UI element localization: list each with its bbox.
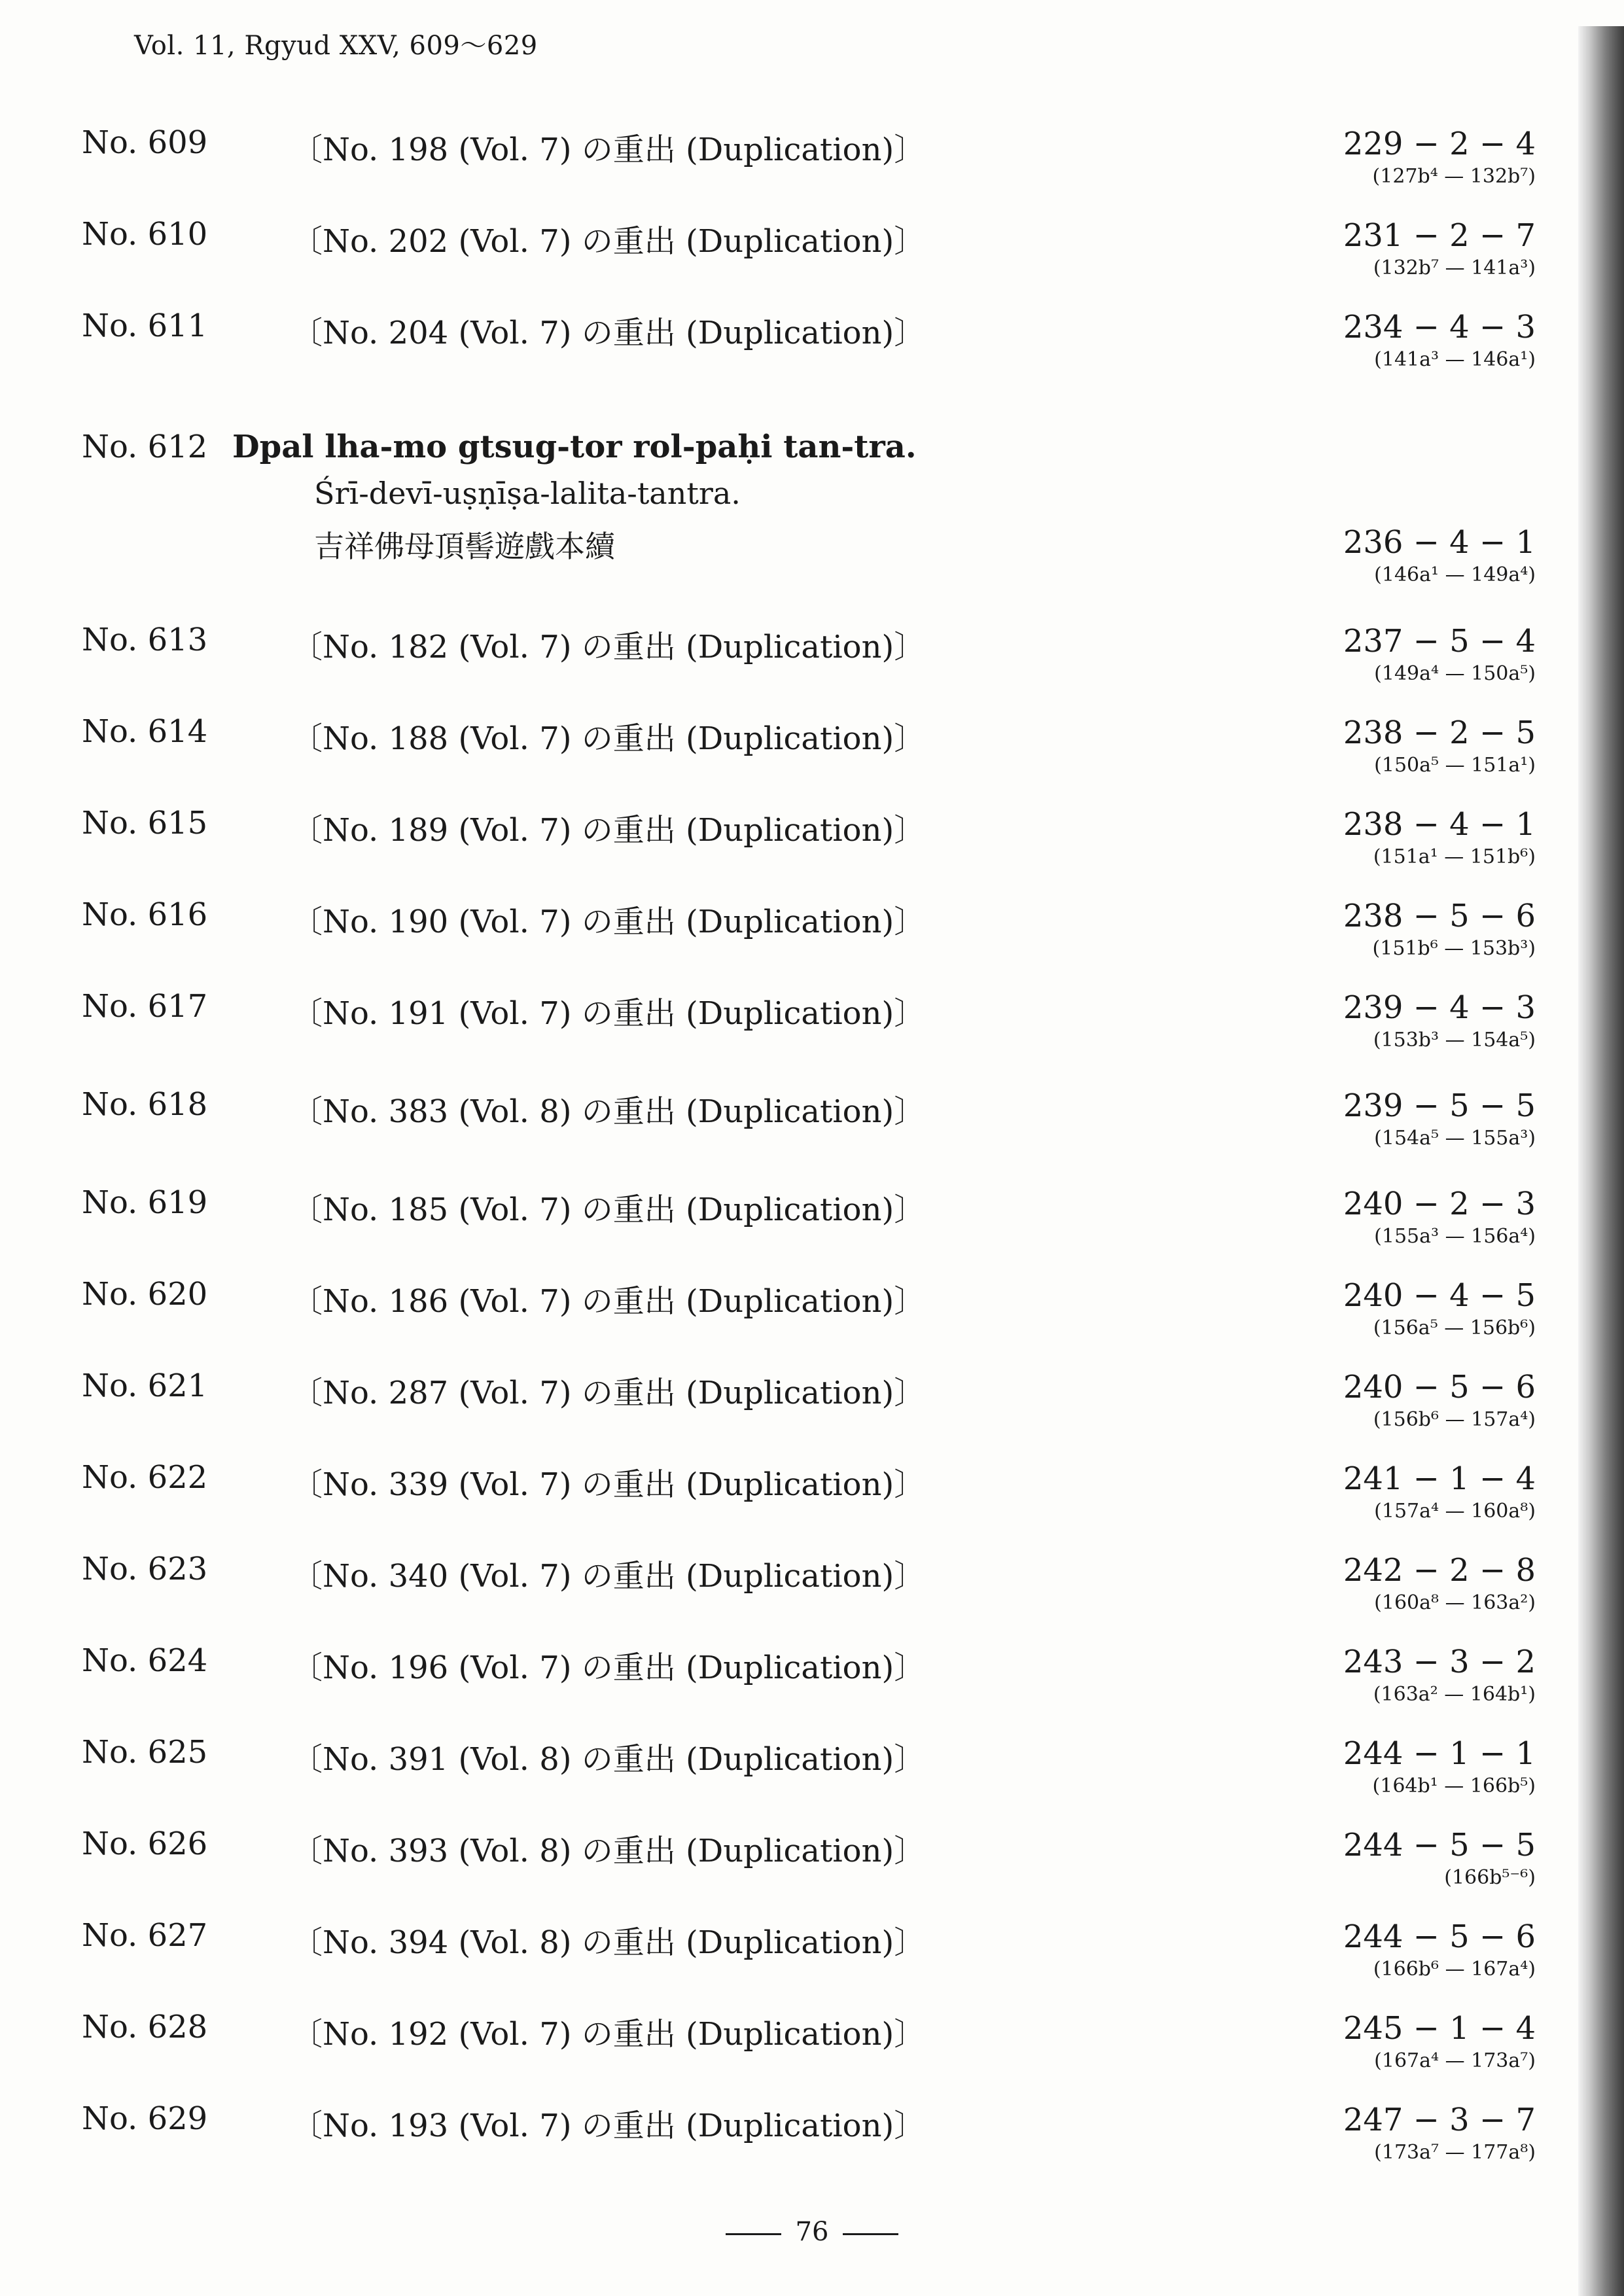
folio-range: (155a³ — 156a⁴) <box>1374 1225 1536 1248</box>
folio-range: (157a⁴ — 160a⁸) <box>1374 1500 1536 1523</box>
duplication-note: 〔No. 188 (Vol. 7) の重出 (Duplication)〕 <box>291 720 926 757</box>
catalog-entry-613 <box>0 622 1624 700</box>
catalog-entry-626 <box>0 1826 1624 1904</box>
volume-reference <box>1343 896 1536 962</box>
duplication-note: 〔No. 185 (Vol. 7) の重出 (Duplication)〕 <box>291 1192 926 1228</box>
folio-range: (173a⁷ — 177a⁸) <box>1374 2141 1536 2164</box>
entry-number: No. 613 <box>82 622 208 658</box>
duplication-note: 〔No. 190 (Vol. 7) の重出 (Duplication)〕 <box>291 904 926 940</box>
duplication-note: 〔No. 196 (Vol. 7) の重出 (Duplication)〕 <box>291 1650 926 1686</box>
chinese-title: 吉祥佛母頂髻遊戲本續 <box>314 529 615 564</box>
page-line-reference: 239 − 5 − 5 <box>1343 1087 1536 1124</box>
entry-number: No. 610 <box>82 216 208 253</box>
folio-range: (141a³ — 146a¹) <box>1374 348 1536 371</box>
volume-reference <box>1343 124 1536 190</box>
folio-range: (150a⁵ — 151a¹) <box>1374 754 1536 777</box>
folio-range: (154a⁵ — 155a³) <box>1374 1127 1536 1150</box>
page-line-reference: 238 − 5 − 6 <box>1343 898 1536 934</box>
catalog-entry-612 <box>0 429 1624 599</box>
volume-reference <box>1343 1734 1536 1799</box>
duplication-note: 〔No. 339 (Vol. 7) の重出 (Duplication)〕 <box>291 1466 926 1503</box>
volume-reference <box>1343 713 1536 779</box>
folio-range: (163a² — 164b¹) <box>1373 1683 1536 1706</box>
volume-reference <box>1343 988 1536 1053</box>
volume-reference <box>1343 1086 1536 1152</box>
catalog-entry-625 <box>0 1734 1624 1812</box>
entry-number: No. 614 <box>82 713 208 750</box>
catalog-entry-618 <box>0 1086 1624 1165</box>
catalog-entry-615 <box>0 805 1624 883</box>
page-line-reference: 243 − 3 − 2 <box>1343 1644 1536 1680</box>
folio-range: (167a⁴ — 173a⁷) <box>1374 2049 1536 2072</box>
catalog-entry-611 <box>0 308 1624 386</box>
page-footer <box>0 2217 1624 2247</box>
volume-reference <box>1343 1459 1536 1525</box>
duplication-note: 〔No. 391 (Vol. 8) の重出 (Duplication)〕 <box>291 1741 926 1778</box>
catalog-entry-610 <box>0 216 1624 294</box>
duplication-note: 〔No. 192 (Vol. 7) の重出 (Duplication)〕 <box>291 2016 926 2053</box>
duplication-note: 〔No. 340 (Vol. 7) の重出 (Duplication)〕 <box>291 1558 926 1595</box>
catalog-entry-616 <box>0 896 1624 975</box>
volume-reference <box>1343 2100 1536 2166</box>
volume-reference <box>1343 308 1536 373</box>
folio-range: (151b⁶ — 153b³) <box>1372 937 1536 960</box>
entry-number: No. 624 <box>82 1642 208 1679</box>
volume-reference <box>1343 1276 1536 1341</box>
duplication-note: 〔No. 198 (Vol. 7) の重出 (Duplication)〕 <box>291 132 926 168</box>
volume-reference <box>1343 1642 1536 1708</box>
catalog-entry-624 <box>0 1642 1624 1721</box>
entry-number: No. 617 <box>82 988 208 1025</box>
duplication-note: 〔No. 202 (Vol. 7) の重出 (Duplication)〕 <box>291 223 926 260</box>
duplication-note: 〔No. 287 (Vol. 7) の重出 (Duplication)〕 <box>291 1375 926 1411</box>
right-rule <box>843 2233 898 2235</box>
entry-number: No. 609 <box>82 124 208 161</box>
entry-number: No. 628 <box>82 2009 208 2045</box>
page-line-reference: 240 − 4 − 5 <box>1343 1277 1536 1314</box>
page-line-reference: 241 − 1 − 4 <box>1343 1460 1536 1497</box>
page-line-reference: 244 − 5 − 5 <box>1343 1827 1536 1863</box>
page-number: 76 <box>795 2217 829 2247</box>
page-line-reference: 236 − 4 − 1 <box>1343 524 1536 561</box>
catalog-entry-627 <box>0 1917 1624 1996</box>
page-line-reference: 234 − 4 − 3 <box>1343 309 1536 345</box>
entry-number: No. 616 <box>82 896 208 933</box>
duplication-note: 〔No. 393 (Vol. 8) の重出 (Duplication)〕 <box>291 1833 926 1869</box>
catalog-entry-621 <box>0 1368 1624 1446</box>
folio-range: (156b⁶ — 157a⁴) <box>1373 1408 1536 1431</box>
catalog-entry-620 <box>0 1276 1624 1354</box>
folio-range: (127b⁴ — 132b⁷) <box>1372 165 1536 188</box>
page-line-reference: 245 − 1 − 4 <box>1343 2010 1536 2047</box>
entry-number: No. 622 <box>82 1459 208 1496</box>
page-line-reference: 237 − 5 − 4 <box>1343 623 1536 660</box>
page-line-reference: 242 − 2 − 8 <box>1343 1552 1536 1589</box>
volume-reference <box>1343 2009 1536 2074</box>
page-line-reference: 247 − 3 − 7 <box>1343 2102 1536 2138</box>
catalog-entry-617 <box>0 988 1624 1067</box>
duplication-note: 〔No. 186 (Vol. 7) の重出 (Duplication)〕 <box>291 1283 926 1320</box>
sanskrit-title: Śrī-devī-uṣṇīṣa-lalita-tantra. <box>314 476 741 511</box>
catalog-entry-609 <box>0 124 1624 203</box>
volume-reference <box>1343 1551 1536 1616</box>
entry-number: No. 625 <box>82 1734 208 1771</box>
duplication-note: 〔No. 193 (Vol. 7) の重出 (Duplication)〕 <box>291 2108 926 2144</box>
catalog-entry-623 <box>0 1551 1624 1629</box>
catalog-entry-628 <box>0 2009 1624 2087</box>
page-line-reference: 240 − 5 − 6 <box>1343 1369 1536 1405</box>
volume-reference <box>1343 805 1536 870</box>
catalog-entry-629 <box>0 2100 1624 2179</box>
entry-number: No. 623 <box>82 1551 208 1587</box>
volume-reference <box>1343 622 1536 687</box>
left-rule <box>726 2233 781 2235</box>
folio-range: (151a¹ — 151b⁶) <box>1373 845 1536 868</box>
folio-range: (146a¹ — 149a⁴) <box>1374 563 1536 586</box>
volume-reference <box>1343 1184 1536 1250</box>
entry-number: No. 612 <box>82 429 208 465</box>
page-line-reference: 238 − 2 − 5 <box>1343 715 1536 751</box>
running-header: Vol. 11, Rgyud XXV, 609〜629 <box>134 31 538 61</box>
folio-range: (164b¹ — 166b⁵) <box>1372 1775 1536 1797</box>
folio-range: (156a⁵ — 156b⁶) <box>1373 1316 1536 1339</box>
entry-number: No. 620 <box>82 1276 208 1313</box>
folio-range: (149a⁴ — 150a⁵) <box>1374 662 1536 685</box>
entry-number: No. 629 <box>82 2100 208 2137</box>
scan-edge-shadow <box>1578 26 1624 2296</box>
page-line-reference: 240 − 2 − 3 <box>1343 1186 1536 1222</box>
duplication-note: 〔No. 204 (Vol. 7) の重出 (Duplication)〕 <box>291 315 926 351</box>
entry-number: No. 626 <box>82 1826 208 1862</box>
volume-reference <box>1343 1368 1536 1433</box>
page-line-reference: 238 − 4 − 1 <box>1343 806 1536 843</box>
duplication-note: 〔No. 191 (Vol. 7) の重出 (Duplication)〕 <box>291 995 926 1032</box>
duplication-note: 〔No. 394 (Vol. 8) の重出 (Duplication)〕 <box>291 1924 926 1961</box>
duplication-note: 〔No. 182 (Vol. 7) の重出 (Duplication)〕 <box>291 629 926 665</box>
catalog-entry-622 <box>0 1459 1624 1538</box>
entry-number: No. 611 <box>82 308 208 344</box>
page-line-reference: 239 − 4 − 3 <box>1343 989 1536 1026</box>
volume-reference <box>1343 1917 1536 1983</box>
volume-reference <box>1343 1826 1536 1891</box>
entry-number: No. 619 <box>82 1184 208 1221</box>
entry-number: No. 615 <box>82 805 208 841</box>
page-line-reference: 244 − 1 − 1 <box>1343 1735 1536 1772</box>
page-line-reference: 231 − 2 − 7 <box>1343 217 1536 254</box>
folio-range: (166b⁶ — 167a⁴) <box>1373 1958 1536 1981</box>
entry-number: No. 627 <box>82 1917 208 1954</box>
catalog-entry-619 <box>0 1184 1624 1263</box>
folio-range: (160a⁸ — 163a²) <box>1374 1591 1536 1614</box>
folio-range: (166b⁵⁻⁶) <box>1444 1866 1536 1889</box>
page-line-reference: 244 − 5 − 6 <box>1343 1918 1536 1955</box>
catalog-entry-614 <box>0 713 1624 792</box>
entry-number: No. 621 <box>82 1368 208 1404</box>
tibetan-title: Dpal lha-mo gtsug-tor rol-paḥi tan-tra. <box>232 429 917 465</box>
page-line-reference: 229 − 2 − 4 <box>1343 126 1536 162</box>
folio-range: (132b⁷ — 141a³) <box>1373 256 1536 279</box>
folio-range: (153b³ — 154a⁵) <box>1373 1029 1536 1051</box>
duplication-note: 〔No. 383 (Vol. 8) の重出 (Duplication)〕 <box>291 1093 926 1130</box>
volume-reference <box>1343 216 1536 281</box>
entry-number: No. 618 <box>82 1086 208 1123</box>
volume-reference <box>1343 523 1536 588</box>
duplication-note: 〔No. 189 (Vol. 7) の重出 (Duplication)〕 <box>291 812 926 849</box>
